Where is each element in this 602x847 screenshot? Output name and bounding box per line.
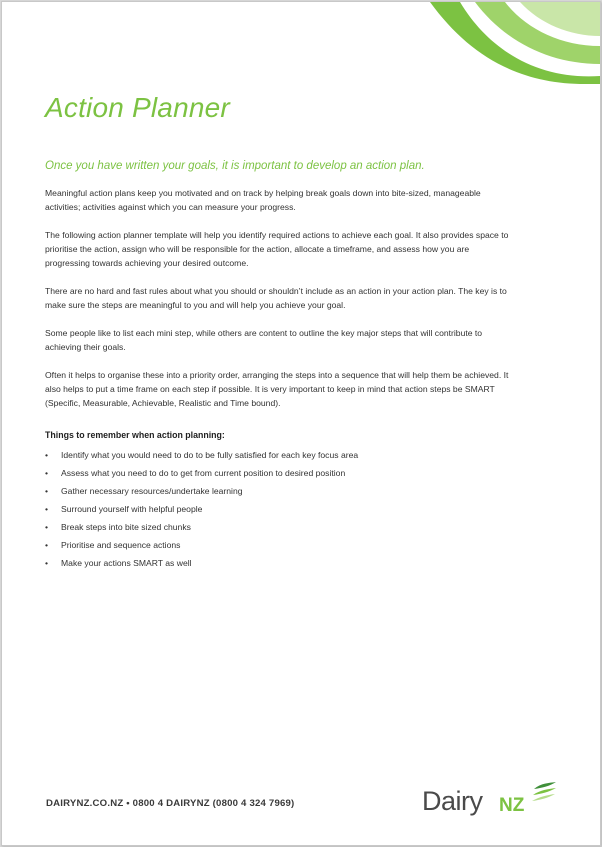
- list-item-text: Surround yourself with helpful people: [61, 504, 203, 514]
- list-item: [45, 556, 515, 574]
- list-item: [45, 520, 515, 538]
- paragraph: Often it helps to organise these into a priority order, arranging the steps into a sequence that will help them be achieved. It also helps to put a time frame on each step if possible. It is very important to keep in mind that action steps be SMART (Specific, Measurable, Achievable, Realistic and Time bound).: [45, 370, 509, 408]
- page-title: Action Planner: [45, 92, 230, 123]
- footer-contact: DAIRYNZ.CO.NZ • 0800 4 DAIRYNZ (0800 4 324 7969): [46, 798, 295, 809]
- bullet-icon: •: [45, 486, 49, 496]
- bullet-icon: •: [45, 558, 49, 568]
- logo-swoosh-icon: [532, 780, 558, 806]
- paragraph: Meaningful action plans keep you motivated and on track by helping break goals down into bite-sized, manageable activities; activities against which you can measure your progress.: [45, 188, 481, 212]
- list-item: [45, 502, 515, 520]
- list-item: [45, 448, 515, 466]
- list-item-text: Make your actions SMART as well: [61, 558, 192, 568]
- decorative-swoosh: [400, 2, 600, 92]
- paragraph: The following action planner template will help you identify required actions to achieve each goal. It also provides space to prioritise the action, assign who will be responsible for the action, allocate a timeframe, and assess how you are progressing towards achieving your desired outcome.: [45, 230, 509, 268]
- list-item: [45, 538, 515, 556]
- list-item-text: Assess what you need to do to get from current position to desired position: [61, 468, 346, 478]
- document-page: [1, 1, 601, 846]
- bullet-icon: •: [45, 504, 49, 514]
- list-item: [45, 466, 515, 484]
- paragraph: Some people like to list each mini step, while others are content to outline the key major steps that will contribute to achieving their goals.: [45, 328, 483, 352]
- paragraph: There are no hard and fast rules about what you should or shouldn’t include as an action in your action plan. The key is to make sure the steps are meaningful to you and will help you achieve your goal.: [45, 286, 507, 310]
- body-text: [45, 186, 515, 424]
- list-item: [45, 484, 515, 502]
- logo-word: Dairy: [422, 786, 483, 816]
- page-subtitle: Once you have written your goals, it is important to develop an action plan.: [45, 160, 425, 172]
- bullet-icon: •: [45, 522, 49, 532]
- bullet-icon: •: [45, 450, 49, 460]
- checklist-heading: Things to remember when action planning:: [45, 430, 225, 440]
- checklist: [45, 448, 515, 574]
- list-item-text: Prioritise and sequence actions: [61, 540, 181, 550]
- logo-suffix: NZ: [499, 795, 525, 816]
- dairynz-logo: [422, 780, 562, 824]
- bullet-icon: •: [45, 468, 49, 478]
- list-item-text: Break steps into bite sized chunks: [61, 522, 191, 532]
- list-item-text: Identify what you would need to do to be fully satisfied for each key focus area: [61, 450, 359, 460]
- bullet-icon: •: [45, 540, 49, 550]
- list-item-text: Gather necessary resources/undertake learning: [61, 486, 243, 496]
